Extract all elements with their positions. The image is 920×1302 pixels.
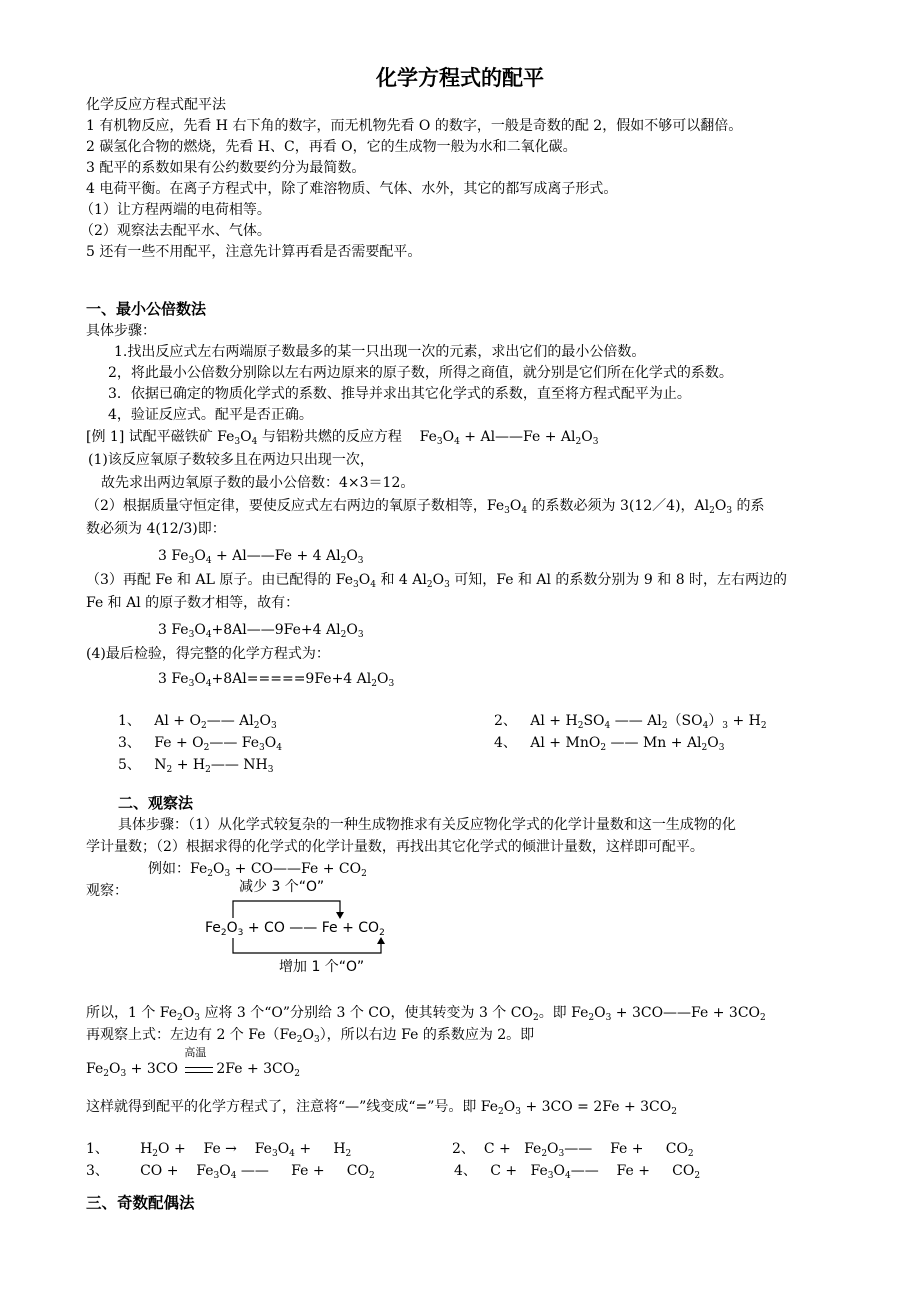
example-1-p3b: Fe 和 Al 的原子数才相等，故有： <box>86 595 300 611</box>
p3a-text-2: 和 4 Al <box>380 572 427 588</box>
equation-final: 3 $Fe_3O_4+8Al=====9Fe+4$ $Al_2O_3$ <box>158 671 395 689</box>
section2-result-line: 这样就得到配平的化学方程式了，注意将“—”线变成“=”号。即 $Fe_2O_3 + 3CO = 2Fe + 3CO_2$ <box>86 1099 677 1117</box>
exercise2-2-number: 2、 <box>452 1141 475 1157</box>
exercise-5: 5、 $N_2$ + $H_2——$ $NH_3$ <box>118 757 274 775</box>
exercise2-3-number: 3、 <box>86 1163 109 1179</box>
equation-step-2: 3 $Fe_3O_4$ + Al——Fe + 4 $Al_2O_3$ <box>158 548 364 566</box>
p2a-text-3: 的系 <box>736 498 765 514</box>
step-2: 2，将此最小公倍数分别除以左右两边原来的原子数，所得之商值，就分别是它们所在化学式的系数。 <box>108 365 733 381</box>
exercise-3: 3、 $Fe + O_2——$ $Fe_3O_4$ <box>118 735 282 753</box>
diagram-equation: $Fe_2O_3$ + CO —— $Fe + CO_2$ <box>205 920 385 938</box>
rule-2: 2 碳氢化合物的燃烧，先看 H、C，再看 O，它的生成物一般为水和二氧化碳。 <box>86 139 577 155</box>
section2-p1a: 具体步骤：（1）从化学式较复杂的一种生成物推求有关反应物化学式的化学计量数和这一生成物的化 <box>118 817 736 833</box>
example-1-p4: (4)最后检验，得完整的化学方程式为： <box>86 646 330 662</box>
observation-diagram <box>205 878 405 978</box>
rule-1: 1 有机物反应，先看 H 右下角的数字，而无机物先看 O 的数字，一般是奇数的配 2，假如不够可以翻倍。 <box>86 118 743 134</box>
again-text-1: 再观察上式：左边有 2 个 Fe（Fe <box>86 1027 297 1043</box>
exercise2-3: 3、 CO + $Fe_3O_4$ —— Fe + $CO_2$ <box>86 1163 375 1181</box>
steps-label: 具体步骤： <box>86 323 156 339</box>
exercise2-1-number: 1、 <box>86 1141 109 1157</box>
example-1-intro: [例 1] 试配平磁铁矿 Fe <box>86 429 235 445</box>
exercise-4-number: 4、 <box>494 735 517 751</box>
diagram-top-label: 减少 3 个“O” <box>239 879 325 895</box>
diagram-bottom-label: 增加 1 个“O” <box>279 959 365 975</box>
rule-4-sub-1: （1）让方程两端的电荷相等。 <box>80 202 271 218</box>
step-3: 3．依据已确定的物质化学式的系数、推导并求出其它化学式的系数，直至将方程式配平为止。 <box>108 386 691 402</box>
exercise-2-number: 2、 <box>494 713 517 729</box>
p3a-text-1: （3）再配 Fe 和 AL 原子。由已配得的 Fe <box>86 572 354 588</box>
section2-p1b: 学计量数；（2）根据求得的化学式的化学计量数，再找出其它化学式的倾泄计量数，这样即可配平。 <box>86 839 704 855</box>
p3a-text-3: 可知，Fe 和 Al 的系数分别为 9 和 8 时，左右两边的 <box>454 572 788 588</box>
again-text-2: ），所以右边 Fe 的系数应为 2。即 <box>319 1027 535 1043</box>
exercise-2: 2、 $Al + H_2SO_4$ —— $Al_2(SO_4)_3 + H_2$ <box>494 713 767 731</box>
so-text-3: 。即 <box>538 1005 567 1021</box>
section2-so-line: 所以，1 个 $Fe_2O_3$ 应将 3 个“O”分别给 3 个 CO，使其转变为 3 个 $CO_2$。即 $Fe_2O_3$ + 3CO——Fe + $3CO_2$ <box>86 1005 766 1023</box>
section2-heading: 二、观察法 <box>118 794 194 812</box>
observe-label: 观察： <box>86 883 128 899</box>
step-1: 1.找出反应式左右两端原子数最多的某一只出现一次的元素，求出它们的最小公倍数。 <box>114 344 646 360</box>
rule-4-sub-2: （2）观察法去配平水、气体。 <box>80 223 271 239</box>
step-4: 4，验证反应式。配平是否正确。 <box>108 407 313 423</box>
example-1-intro-2: 与铝粉共燃的反应方程 <box>261 429 402 445</box>
exercise-1-number: 1、 <box>118 713 141 729</box>
example-1-p2b: 数必须为 4(12/3)即： <box>86 521 226 537</box>
section2-example: 例如：$Fe_2O_3$ + CO——Fe + $CO_2$ <box>148 861 367 879</box>
so-text-2: 应将 3 个“O”分别给 3 个 CO，使其转变为 3 个 CO <box>204 1005 533 1021</box>
section1-heading: 一、最小公倍数法 <box>86 300 207 318</box>
so-text-1: 所以，1 个 Fe <box>86 1005 178 1021</box>
exercise2-4: 4、 $C + Fe_3O_4——$ Fe + $CO_2$ <box>454 1163 701 1181</box>
rule-3: 3 配平的系数如果有公约数要约分为最简数。 <box>86 160 366 176</box>
example-1-p1b: 故先求出两边氧原子数的最小公倍数：4×3＝12。 <box>101 475 415 491</box>
example-1-p2a: （2）根据质量守恒定律，要使反应式左右两边的氧原子数相等，$Fe_3O_4$ 的系数必须为 3(12／4)，$Al_2O_3$ 的系 <box>86 498 765 516</box>
high-temp-sign <box>182 1046 216 1078</box>
intro-heading: 化学反应方程式配平法 <box>86 97 226 113</box>
section2-balanced-equation: $Fe_2O_3 + 3CO$ 高温 $2Fe + 3CO_2$ <box>86 1046 300 1079</box>
section2-again-line: 再观察上式：左边有 2 个 $Fe(Fe_2O_3)$，所以右边 Fe 的系数应为 2。即 <box>86 1027 535 1045</box>
exercise-1: 1、 $Al + O_2——$ $Al_2O_3$ <box>118 713 277 731</box>
exercise2-4-number: 4、 <box>454 1163 477 1179</box>
result-text: 这样就得到配平的化学方程式了，注意将“—”线变成“=”号。即 <box>86 1099 477 1115</box>
p2a-text-1: （2）根据质量守恒定律，要使反应式左右两边的氧原子数相等，Fe <box>86 498 505 514</box>
rule-4: 4 电荷平衡。在离子方程式中，除了难溶物质、气体、水外，其它的都写成离子形式。 <box>86 181 618 197</box>
exercise-4: 4、 Al + MnO$_2$ —— $Mn + Al_2O_3$ <box>494 735 725 753</box>
exercise-3-number: 3、 <box>118 735 141 751</box>
p2a-text-2: 的系数必须为 3(12／4)，Al <box>531 498 710 514</box>
exercise-5-number: 5、 <box>118 757 141 773</box>
exercise2-1: 1、 $H_2O$ + Fe → $Fe_3O_4$ + $H_2$ <box>86 1141 352 1159</box>
equation-step-3: 3 $Fe_3O_4+8Al——9Fe+4$ $Al_2O_3$ <box>158 622 364 640</box>
section3-heading: 三、奇数配偶法 <box>86 1194 195 1212</box>
example-1-line: [例 1] 试配平磁铁矿 $Fe_3O_4$ 与铝粉共燃的反应方程 $Fe_3O_4$ + Al——Fe + $Al_2O_3$ <box>86 429 599 447</box>
example-1-p3a: （3）再配 Fe 和 AL 原子。由已配得的 $Fe_3O_4$ 和 4 $Al_2O_3$ 可知，Fe 和 Al 的系数分别为 9 和 8 时，左右两边的 <box>86 572 788 590</box>
condition-label: 高温 <box>184 1046 207 1059</box>
rule-5: 5 还有一些不用配平，注意先计算再看是否需要配平。 <box>86 244 422 260</box>
example-1-p1a: (1)该反应氧原子数较多且在两边只出现一次， <box>88 452 374 468</box>
example-label: 例如： <box>148 861 190 877</box>
exercise2-2: 2、 $C + Fe_2O_3——$ Fe + $CO_2$ <box>452 1141 694 1159</box>
page-title: 化学方程式的配平 <box>376 66 544 90</box>
